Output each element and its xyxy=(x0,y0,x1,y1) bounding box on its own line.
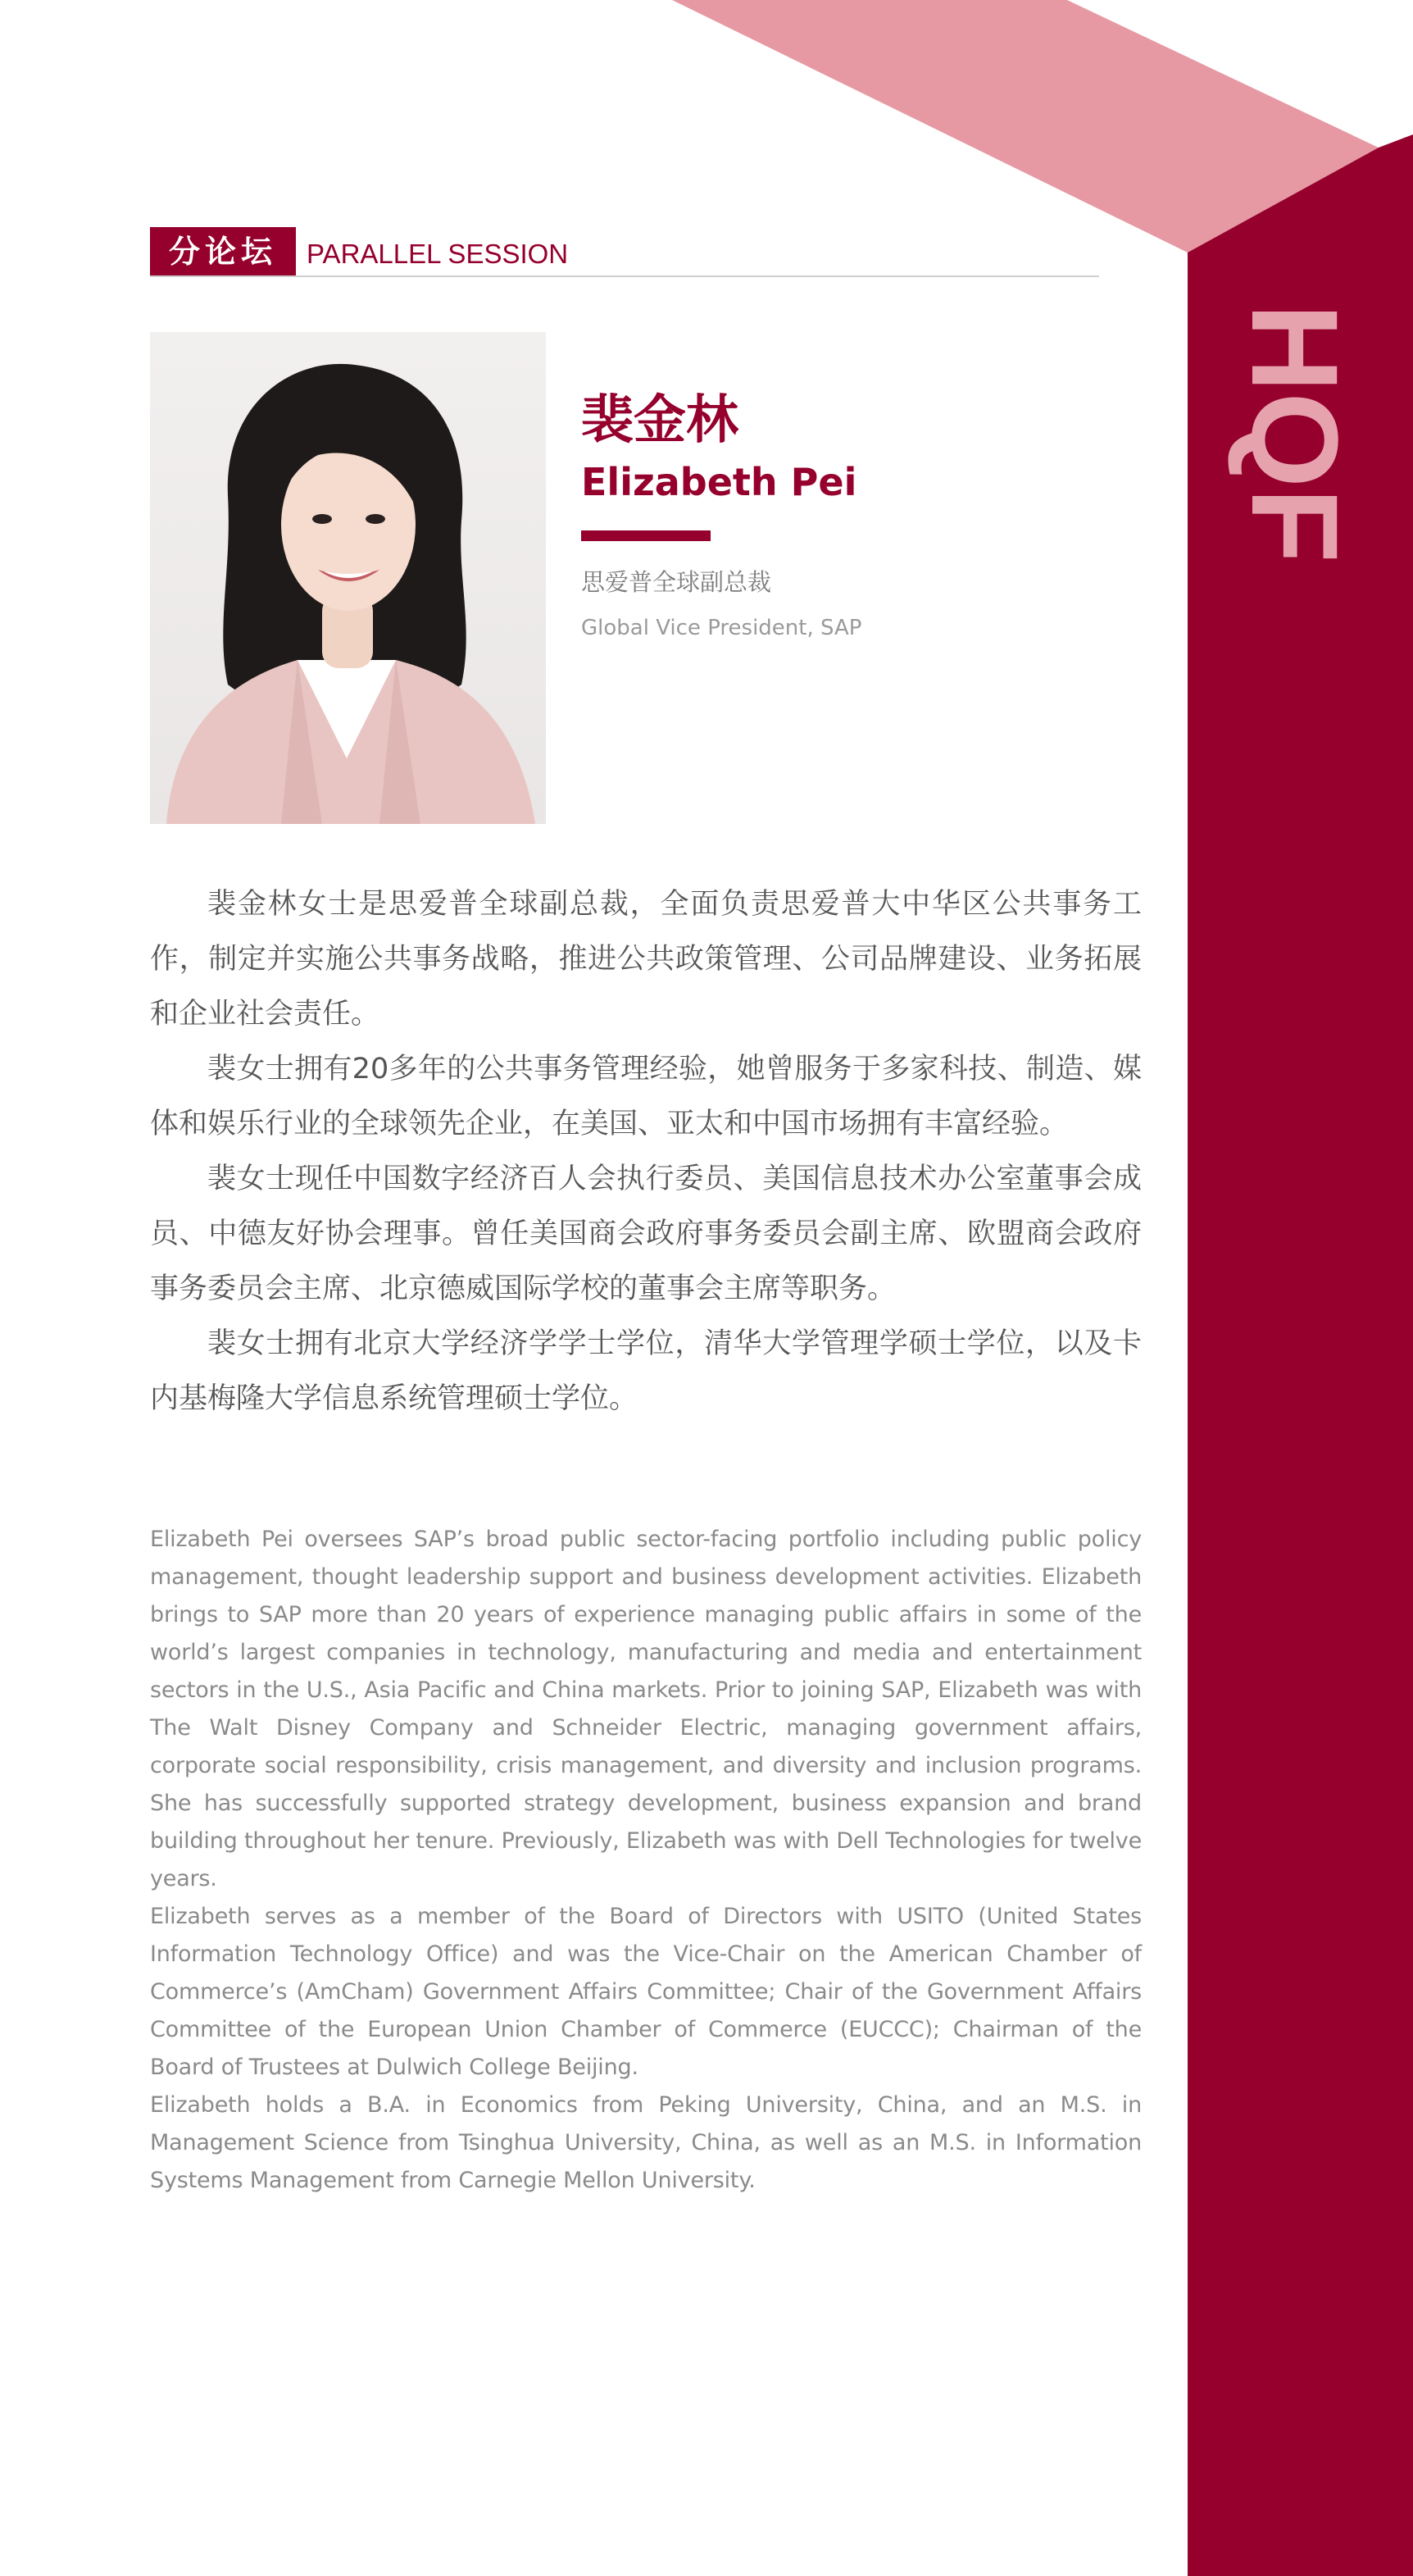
hqf-vertical-logo: HQF xyxy=(1226,303,1364,563)
bio-zh-paragraph: 裴女士拥有20多年的公共事务管理经验，她曾服务于多家科技、制造、媒体和娱乐行业的全球领先企业，在美国、亚太和中国市场拥有丰富经验。 xyxy=(150,1053,1142,1140)
session-label-en: PARALLEL SESSION xyxy=(307,239,569,269)
header-divider xyxy=(150,275,1099,277)
speaker-title-en: Global Vice President, SAP xyxy=(581,616,862,640)
bio-zh-paragraph: 裴女士现任中国数字经济百人会执行委员、美国信息技术办公室董事会成员、中德友好协会理事。曾任美国商会政府事务委员会副主席、欧盟商会政府事务委员会主席、北京德威国际学校的董事会主席等职务。 xyxy=(150,1163,1142,1305)
speaker-title-zh: 思爱普全球副总裁 xyxy=(581,568,772,596)
bio-english xyxy=(150,1521,1142,2200)
session-label-zh: 分论坛 xyxy=(150,227,296,276)
bio-zh-paragraph: 裴金林女士是思爱普全球副总裁，全面负责思爱普大中华区公共事务工作，制定并实施公共事务战略，推进公共政策管理、公司品牌建设、业务拓展和企业社会责任。 xyxy=(150,888,1142,1031)
session-header xyxy=(150,227,1099,278)
speaker-name-en: Elizabeth Pei xyxy=(581,460,857,504)
bio-en-paragraph: Elizabeth holds a B.A. in Economics from Peking University, China, and an M.S. in Management Science from Tsinghua University, China, as well as an M.S. in Information Systems Management from Carnegie Mellon University. xyxy=(150,2092,1142,2193)
bio-zh-paragraph: 裴女士拥有北京大学经济学学士学位，清华大学管理学硕士学位，以及卡内基梅隆大学信息系统管理硕士学位。 xyxy=(150,1327,1142,1415)
name-underline xyxy=(581,530,711,541)
speaker-portrait xyxy=(150,332,546,824)
bio-en-paragraph: Elizabeth Pei oversees SAP’s broad public sector-facing portfolio including public policy management, thought leadership support and business development activities. Elizabeth brings to SAP more than 20 years of experience managing public affairs in some of the world’s largest companies in technology, manufacturing and media and entertainment sectors in the U.S., Asia Pacific and China markets. Prior to joining SAP, Elizabeth was with The Walt Disney Company and Schneider Electric, managing government affairs, corporate social responsibility, crisis management, and diversity and inclusion programs. She has successfully supported strategy development, business expansion and brand building throughout her tenure. Previously, Elizabeth was with Dell Technologies for twelve years. xyxy=(150,1527,1142,1891)
bio-chinese xyxy=(150,877,1142,1427)
portrait-image-icon xyxy=(150,332,546,824)
bio-en-paragraph: Elizabeth serves as a member of the Board of Directors with USITO (United States Information Technology Office) and was the Vice-Chair on the American Chamber of Commerce’s (AmCham) Government Affairs Committee; Chair of the Government Affairs Committee of the European Union Chamber of Commerce (EUCCC); Chairman of the Board of Trustees at Dulwich College Beijing. xyxy=(150,1904,1142,2080)
speaker-name-zh: 裴金林 xyxy=(581,390,738,451)
